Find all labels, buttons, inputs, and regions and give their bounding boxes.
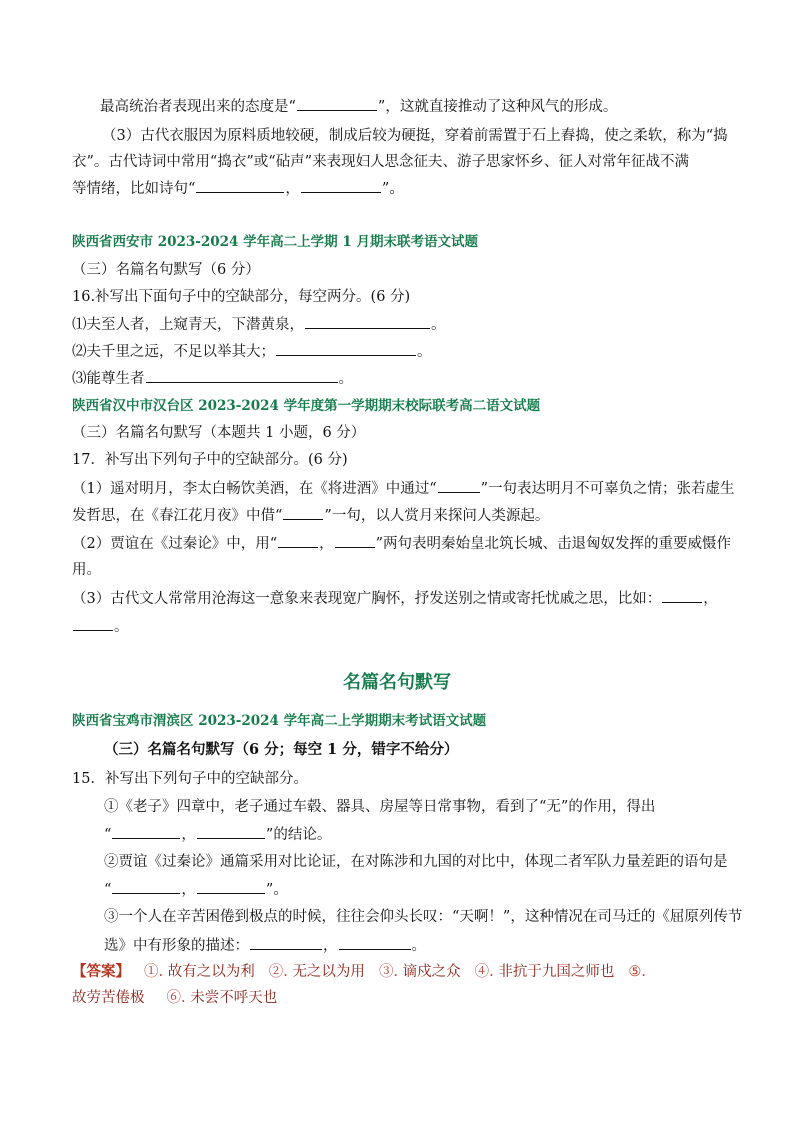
answer-6: 未尝不呼天也 <box>190 990 278 1006</box>
question-15-item-2-cont: “ ， ”。 <box>104 879 288 900</box>
answer-5: 故劳苦倦极 <box>72 990 145 1006</box>
question-16-item-1: ⑴夫至人者，上窥青天，下潜黄泉， 。 <box>72 314 446 335</box>
blank <box>297 96 377 111</box>
blank <box>197 824 265 839</box>
answer-1: 故有之以为利 <box>167 964 255 980</box>
blank <box>335 533 375 548</box>
blank <box>283 505 323 520</box>
question-17: 17．补写出下列句子中的空缺部分。(6 分) <box>72 452 348 468</box>
blank <box>339 935 411 950</box>
blank <box>146 368 338 383</box>
answer-num: ③. <box>378 964 399 980</box>
answer-num: ⑥. <box>166 990 186 1006</box>
section-title: 名篇名句默写 <box>343 672 451 693</box>
block1-line2: （3）古代衣服因为原料质地较硬，制成后较为硬挺，穿着前需置于石上舂捣，使之柔软，称为“捣 <box>102 128 728 144</box>
blank <box>112 824 180 839</box>
blank <box>305 314 430 329</box>
question-17-item-2: （2）贾谊在《过秦论》中，用“ ， ”两句表明秦始皇北筑长城、击退匈奴发挥的重要威慑作 <box>72 533 731 554</box>
question-16-item-3: ⑶能尊生者 。 <box>72 368 353 389</box>
answer-num: ⑤. <box>628 964 646 980</box>
blank <box>197 879 265 894</box>
question-16-item-2: ⑵夫千里之远，不足以举其大； 。 <box>72 341 432 362</box>
question-15-item-1-cont: “ ， ”的结论。 <box>104 824 331 845</box>
question-15-item-2: ②贾谊《过秦论》通篇采用对比论证，在对陈涉和九国的对比中，体现二者军队力量差距的语句是 <box>104 854 728 870</box>
blank <box>196 178 284 193</box>
answer-line-2 <box>72 988 277 1008</box>
block1-line1: 最高统治者表现出来的态度是“ ”，这就直接推动了这种风气的形成。 <box>100 96 617 117</box>
block1-line3: 衣”。古代诗词中常用“捣衣”或“砧声”来表现妇人思念征夫、游子思家怀乡、征人对常年征战不满 <box>72 154 690 170</box>
blank <box>438 478 480 493</box>
answer-2: 无之以为用 <box>292 964 365 980</box>
section-heading: （三）名篇名句默写（6 分；每空 1 分，错字不给分） <box>104 741 459 758</box>
question-17-item-1: （1）遥对明月，李太白畅饮美酒，在《将进酒》中通过“ ”一句表达明月不可辜负之情；张若虚生 <box>72 478 735 499</box>
answer-line-1 <box>72 962 646 982</box>
question-15: 15．补写出下列句子中的空缺部分。 <box>72 771 308 787</box>
question-16: 16.补写出下面句子中的空缺部分，每空两分。(6 分) <box>72 289 411 305</box>
question-15-item-3: ③一个人在辛苦困倦到极点的时候，往往会仰头长叹：“天啊！”，这种情况在司马迁的《屈原列传节 <box>104 909 743 925</box>
blank <box>662 588 702 603</box>
block1-line4: 等情绪，比如诗句“ ， ”。 <box>72 178 404 199</box>
blank <box>112 879 180 894</box>
question-17-item-2-cont: 用。 <box>72 562 101 578</box>
answer-4: 非抗于九国之师也 <box>498 964 615 980</box>
source-xian: 陕西省西安市 2023-2024 学年高二上学期 1 月期末联考语文试题 <box>72 234 478 250</box>
source-baoji: 陕西省宝鸡市渭滨区 2023-2024 学年高二上学期期末考试语文试题 <box>72 713 487 729</box>
question-15-item-1: ①《老子》四章中，老子通过车毂、器具、房屋等日常事物，看到了“无”的作用，得出 <box>104 799 656 815</box>
blank <box>250 935 322 950</box>
source-hanzhong: 陕西省汉中市汉台区 2023-2024 学年度第一学期期末校际联考高二语文试题 <box>72 398 541 414</box>
section-heading: （三）名篇名句默写（6 分） <box>72 262 260 278</box>
blank <box>276 341 416 356</box>
answer-num: ④. <box>474 964 494 980</box>
answer-num: ②. <box>268 964 288 980</box>
blank <box>301 178 381 193</box>
answer-3: 谪戍之众 <box>402 964 461 980</box>
question-17-item-3-cont: 。 <box>72 616 129 637</box>
section-heading: （三）名篇名句默写（本题共 1 小题，6 分） <box>72 425 366 441</box>
blank <box>73 616 113 631</box>
answer-tag: 【答案】 <box>72 963 130 980</box>
answer-num: ①. <box>144 964 164 980</box>
question-17-item-1-cont: 发哲思，在《春江花月夜》中借“ ”一句，以人赏月来探问人类源起。 <box>72 505 549 526</box>
question-15-item-3-cont: 选》中有形象的描述： ， 。 <box>104 935 426 956</box>
blank <box>278 533 318 548</box>
question-17-item-3: （3）古代文人常常用沧海这一意象来表现宽广胸怀，抒发送别之情或寄托忧戚之思，比如： ， <box>72 588 718 609</box>
